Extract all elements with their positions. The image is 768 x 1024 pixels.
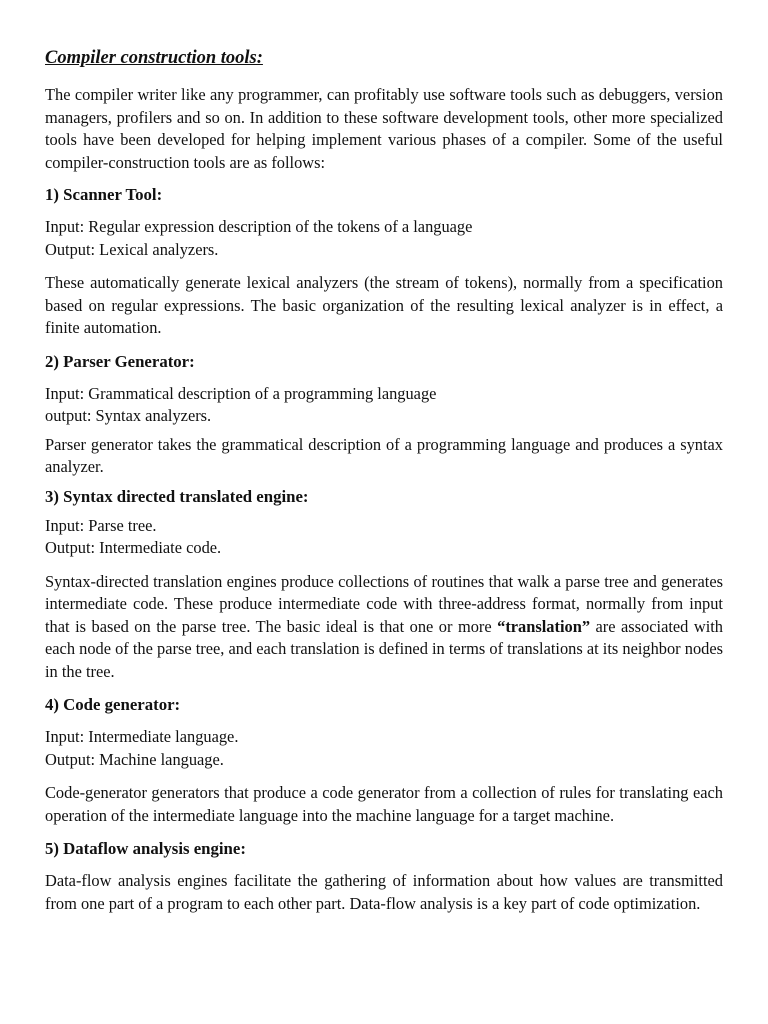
page-title: Compiler construction tools:	[45, 48, 263, 68]
intro-paragraph: The compiler writer like any programmer, can profitably use software tools such as debuggers, version managers, profilers and so on. In addition to these software development tools, other more specialized tools have been developed for helping implement various phases of a compiler. Some of the useful compiler-construction tools are as follows:	[45, 85, 723, 172]
input-line: Input: Intermediate language.	[45, 727, 239, 746]
description-scanner-tool: These automatically generate lexical analyzers (the stream of tokens), normally from a specification based on regular expressions. The basic organization of the resulting lexical analyzer is in effect, a finite automation.	[45, 273, 723, 337]
section-heading-scanner-tool: 1) Scanner Tool:	[45, 185, 163, 204]
description-parser-generator: Parser generator takes the grammatical description of a programming language and produces a syntax analyzer.	[45, 434, 723, 476]
document-page	[45, 44, 723, 915]
description-text-start: Syntax-directed translation engines produce collections of routines that walk a parse tree and generates intermediate code. These produce intermediate code with three-address format, normally from input that is based on the parse tree. The basic ideal is that one or more	[45, 571, 723, 636]
io-block-scanner-tool	[45, 216, 723, 261]
input-line: Input: Grammatical description of a programming language	[45, 383, 437, 403]
output-line: Output: Intermediate code.	[45, 538, 222, 557]
section-heading-syntax-directed: 3) Syntax directed translated engine:	[45, 486, 309, 506]
translation-term: “translation”	[497, 616, 591, 636]
section-heading-parser-generator: 2) Parser Generator:	[45, 351, 195, 371]
section-heading-dataflow-analysis: 5) Dataflow analysis engine:	[45, 839, 246, 858]
output-line: Output: Machine language.	[45, 749, 224, 769]
section-heading-code-generator: 4) Code generator:	[45, 695, 181, 714]
output-line: Output: Lexical analyzers.	[45, 239, 219, 259]
input-line: Input: Regular expression description of the tokens of a language	[45, 217, 473, 236]
description-text-end: are associated with each node of the parse tree, and each translation is defined in terms of translations at its neighbor nodes in the tree.	[45, 616, 723, 681]
io-block-code-generator	[45, 726, 723, 771]
description-dataflow-analysis: Data-flow analysis engines facilitate the gathering of information about how values are transmitted from one part of a program to each other part. Data-flow analysis is a key part of code optimization.	[45, 871, 723, 913]
description-code-generator: Code-generator generators that produce a code generator from a collection of rules for translating each operation of the intermediate language into the machine language for a target machine.	[45, 783, 723, 825]
input-line: Input: Parse tree.	[45, 515, 157, 535]
io-block-syntax-directed	[45, 515, 723, 560]
output-line: output: Syntax analyzers.	[45, 406, 212, 425]
io-block-parser-generator	[45, 383, 723, 428]
description-syntax-directed	[45, 571, 723, 684]
